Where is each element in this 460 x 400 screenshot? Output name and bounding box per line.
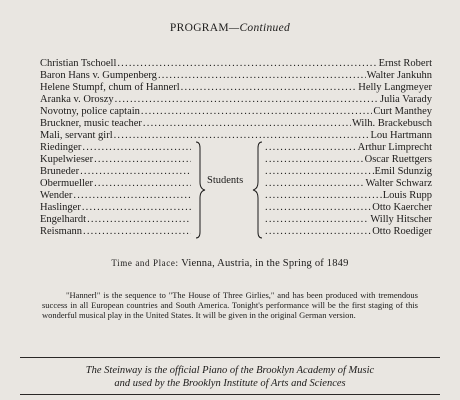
cast-actor: Helly Langmeyer <box>358 82 432 93</box>
leader-dots <box>87 214 191 225</box>
leader-dots <box>265 154 364 165</box>
student-actor-row <box>264 142 432 153</box>
leader-dots <box>265 202 371 213</box>
student-actor: Oscar Ruettgers <box>364 154 432 165</box>
leader-dots <box>117 58 377 69</box>
cast-actor: Curt Manthey <box>373 106 432 117</box>
student-role: Obermueller <box>40 178 94 189</box>
student-role: Riedinger <box>40 142 82 153</box>
student-actor: Willy Hitscher <box>370 214 432 225</box>
leader-dots <box>94 154 191 165</box>
cast-role: Baron Hans v. Gumpenberg <box>40 70 157 81</box>
cast-row <box>40 106 432 117</box>
cast-actor: Walter Jankuhn <box>366 70 432 81</box>
student-role: Engelhardt <box>40 214 87 225</box>
cast-actor: Lou Hartmann <box>370 130 432 141</box>
student-role: Kupelwieser <box>40 154 94 165</box>
leader-dots <box>114 130 370 141</box>
student-actor: Louis Rupp <box>382 190 432 201</box>
footer-line-2: and used by the Brooklyn Institute of Arts and Sciences <box>114 378 346 389</box>
leader-dots <box>94 178 191 189</box>
student-actor-row <box>264 166 432 177</box>
leader-dots <box>265 190 382 201</box>
leader-dots <box>181 82 358 93</box>
leader-dots <box>265 142 357 153</box>
student-role: Bruneder <box>40 166 80 177</box>
time-and-place <box>0 258 460 269</box>
leader-dots <box>265 226 371 237</box>
leader-dots <box>141 106 372 117</box>
right-brace-icon <box>252 140 264 240</box>
heading-continued: Continued <box>239 22 291 34</box>
cast-row <box>40 118 432 129</box>
student-actor-row <box>264 178 432 189</box>
cast-role: Bruckner, music teacher <box>40 118 142 129</box>
leader-dots <box>82 142 191 153</box>
student-actor: Walter Schwarz <box>365 178 432 189</box>
student-role-row <box>40 178 192 189</box>
student-actor-row <box>264 202 432 213</box>
cast-actor: Wilh. Brackebusch <box>351 118 432 129</box>
time-place-label: Time and Place: <box>111 258 179 268</box>
student-actor-row <box>264 190 432 201</box>
leader-dots <box>80 166 191 177</box>
cast-actor: Ernst Robert <box>378 58 432 69</box>
cast-role: Aranka v. Oroszy <box>40 94 114 105</box>
leader-dots <box>265 166 374 177</box>
time-place-value: Vienna, Austria, in the Spring of 1849 <box>181 258 349 269</box>
divider <box>20 357 440 358</box>
cast-role: Christian Tschoell <box>40 58 117 69</box>
student-role: Wender <box>40 190 73 201</box>
cast-row <box>40 94 432 105</box>
leader-dots <box>158 70 366 81</box>
cast-role: Mali, servant girl <box>40 130 113 141</box>
production-note <box>42 290 418 320</box>
student-role-row <box>40 214 192 225</box>
cast-actor: Julia Varady <box>379 94 432 105</box>
cast-row <box>40 82 432 93</box>
leader-dots <box>115 94 379 105</box>
student-actor-row <box>264 214 432 225</box>
student-actor-row <box>264 226 432 237</box>
leader-dots <box>73 190 191 201</box>
leader-dots <box>265 178 365 189</box>
heading-title: PROGRAM <box>169 22 229 34</box>
footer-line-1: The Steinway is the official Piano of the Brooklyn Academy of Music <box>85 365 375 376</box>
student-role: Reismann <box>40 226 82 237</box>
heading-dash: — <box>228 22 240 34</box>
cast-row <box>40 70 432 81</box>
leader-dots <box>82 202 191 213</box>
student-role-row <box>40 226 192 237</box>
student-actor: Otto Kaercher <box>372 202 432 213</box>
student-actor-row <box>264 154 432 165</box>
leader-dots <box>265 214 369 225</box>
cast-row <box>40 58 432 69</box>
divider <box>20 394 440 395</box>
left-brace-icon <box>194 140 206 240</box>
leader-dots <box>83 226 191 237</box>
student-role-row <box>40 202 192 213</box>
cast-role: Helene Stumpf, chum of Hannerl <box>40 82 180 93</box>
student-role-row <box>40 154 192 165</box>
student-role-row <box>40 142 192 153</box>
leader-dots <box>143 118 351 129</box>
production-note-text: "Hannerl" is the sequence to "The House of Three Girlies," and has been produced with tremendous success in all European countries and South America. Tonight's performance will be the first staging of this wonderful musical play in the United States. It will be given in the original German version. <box>42 290 418 320</box>
student-role: Haslinger <box>40 202 81 213</box>
student-actor: Emil Sdunzig <box>374 166 432 177</box>
page-heading <box>0 22 460 34</box>
student-actor: Arthur Limprecht <box>357 142 432 153</box>
footer-notice <box>0 364 460 390</box>
cast-row <box>40 130 432 141</box>
cast-role: Novotny, police captain <box>40 106 140 117</box>
student-actor: Otto Roediger <box>372 226 432 237</box>
student-role-row <box>40 166 192 177</box>
student-role-row <box>40 190 192 201</box>
students-label: Students <box>207 175 244 186</box>
